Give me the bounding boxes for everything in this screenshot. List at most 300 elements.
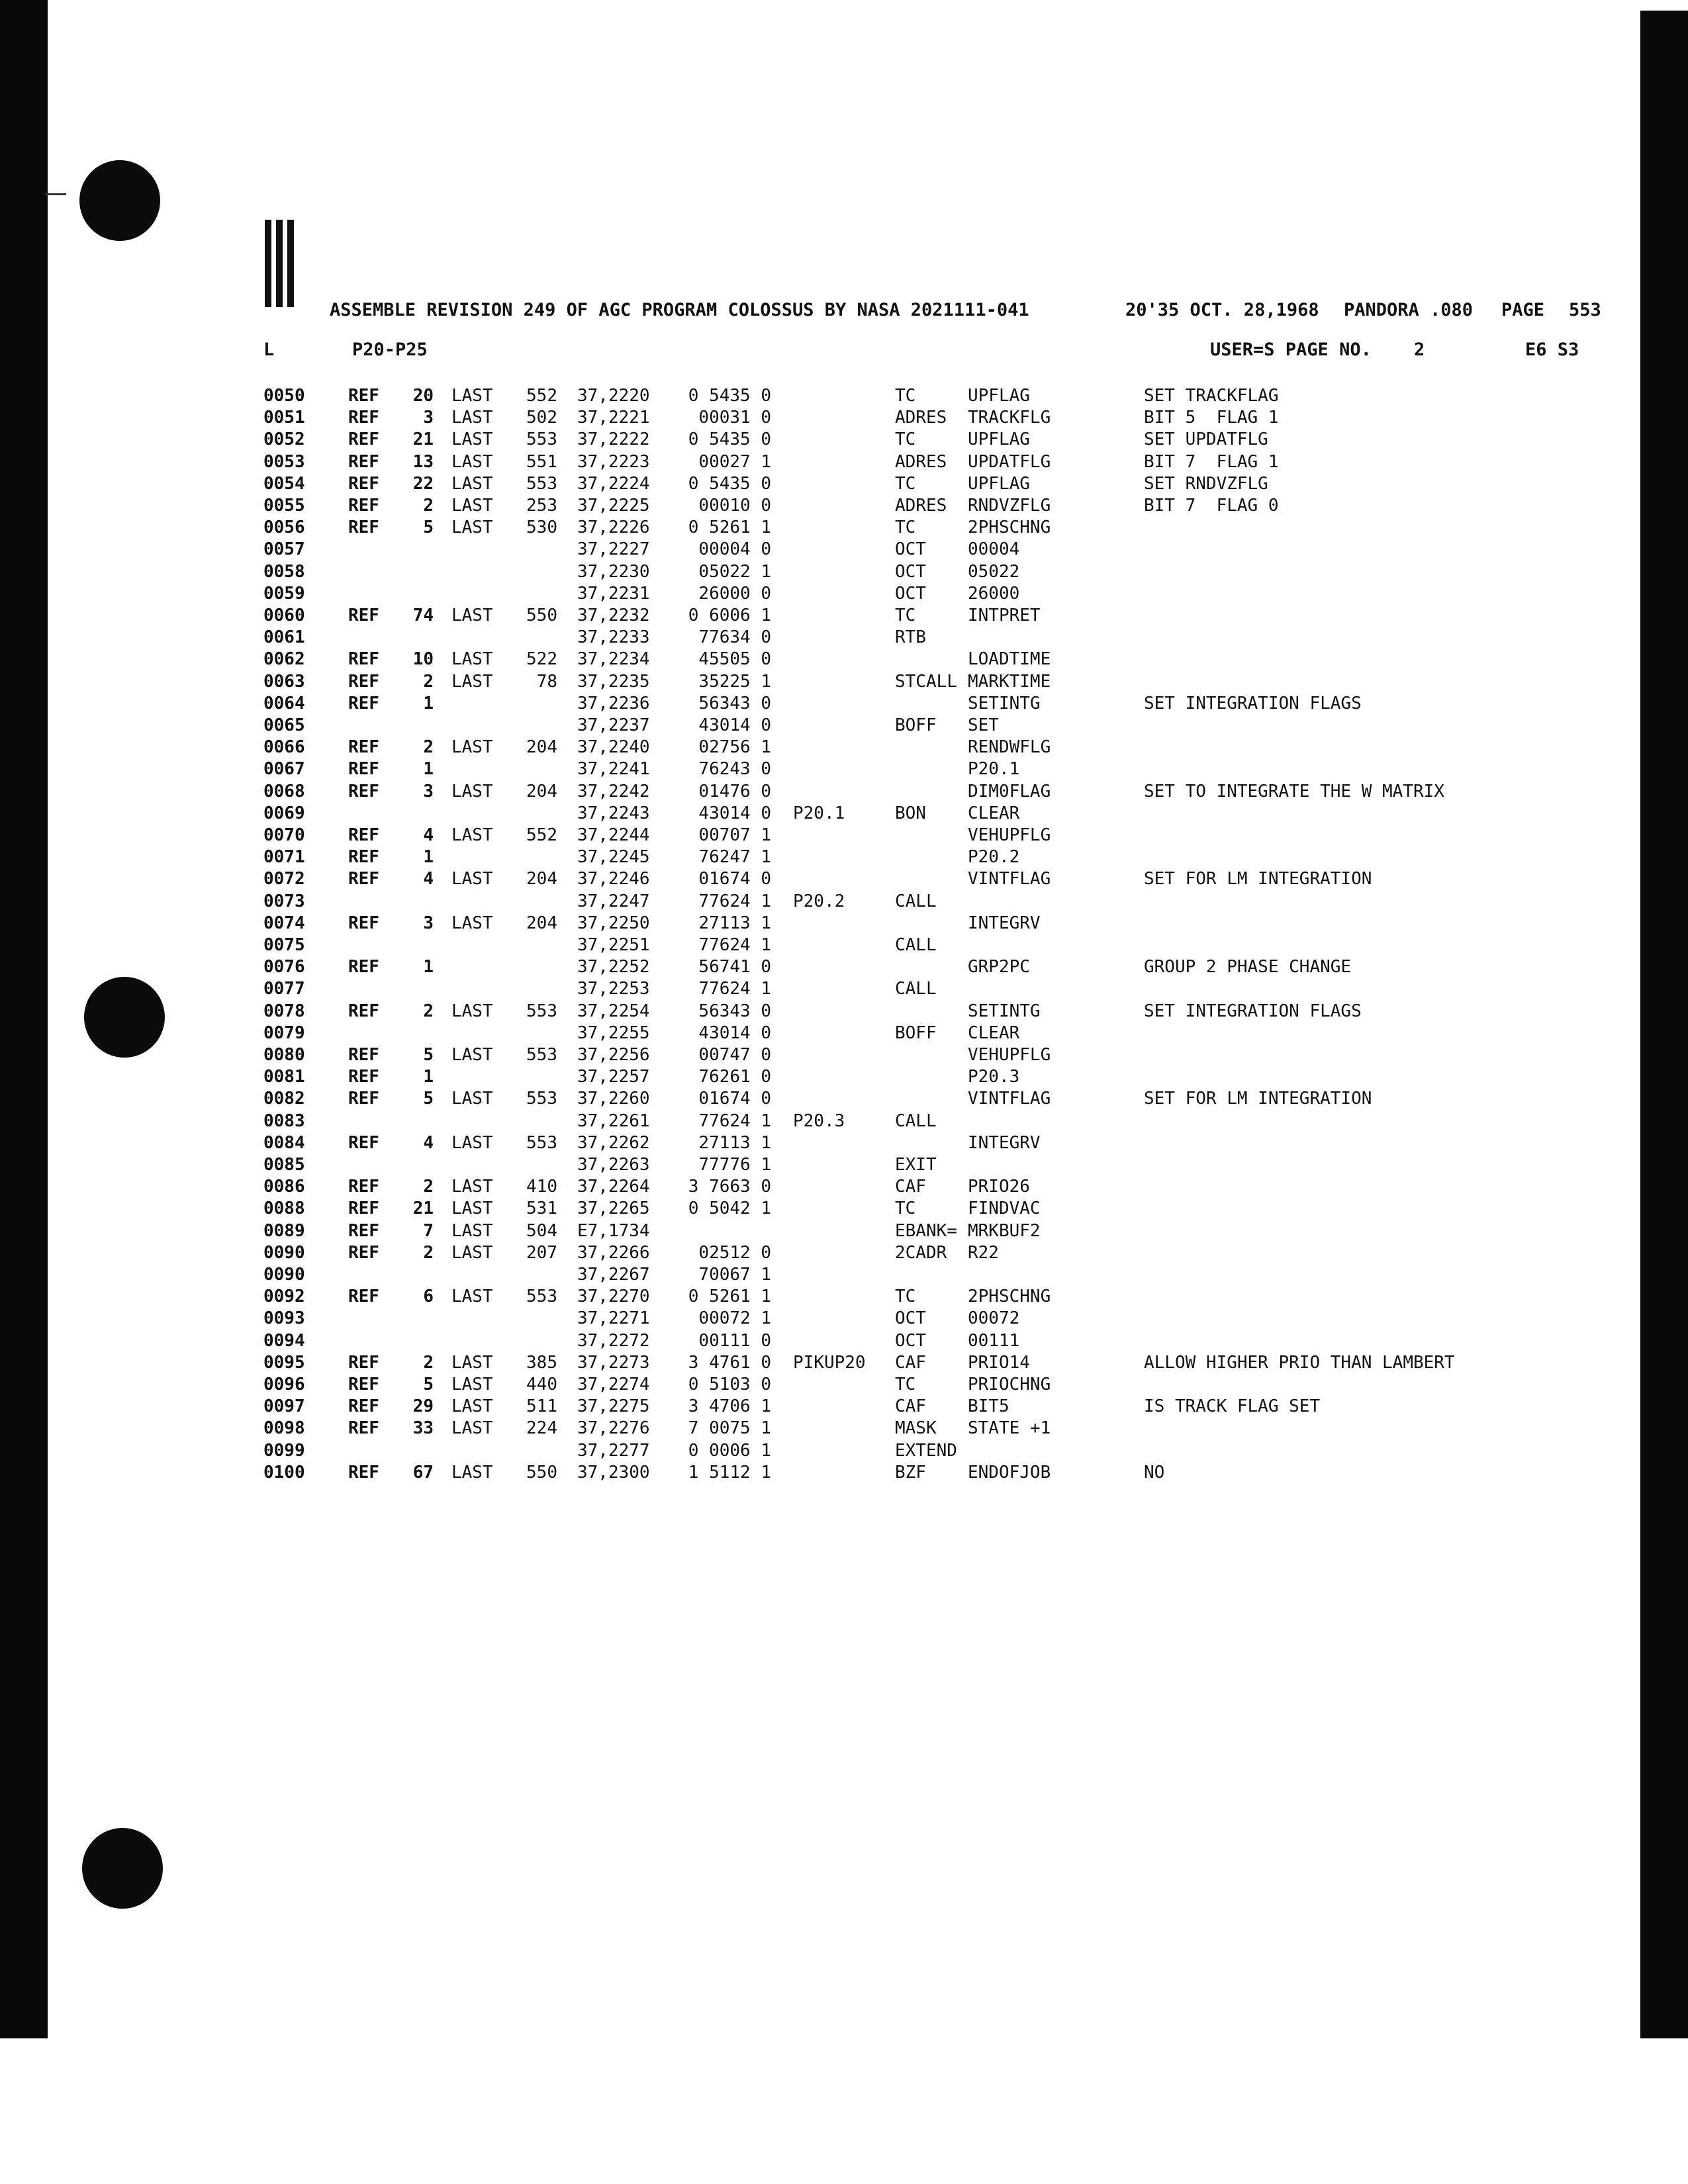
operand: UPDATFLG [968,452,1051,472]
ref-marker: REF [348,869,379,889]
opcode: OCT [895,584,926,604]
ref-marker: REF [348,1001,379,1021]
operand: BIT5 [968,1396,1009,1416]
opcode: TC [895,474,916,494]
listing-row [0,1352,1688,1373]
line-number: 0092 [263,1287,305,1306]
last-page: 553 [526,1287,557,1306]
last-marker: LAST [451,1177,493,1197]
octal-word: 01674 0 [698,1089,771,1109]
operand: P20.1 [968,759,1020,779]
ref-count: 10 [412,649,434,669]
ref-marker: REF [348,1287,379,1306]
octal-word: 00031 0 [698,408,771,428]
address: 37,2273 [577,1353,650,1373]
octal-word: 43014 0 [698,1023,771,1043]
ref-marker: REF [348,430,379,449]
ref-marker: REF [348,1199,379,1218]
last-marker: LAST [451,737,493,757]
last-page: 550 [526,1463,557,1482]
ref-marker: REF [348,1133,379,1153]
line-number: 0054 [263,474,305,494]
last-page: 207 [526,1243,557,1263]
ref-marker: REF [348,408,379,428]
ref-count: 4 [423,825,434,845]
comment: BIT 7 FLAG 1 [1144,452,1279,472]
opcode: TC [895,1375,916,1394]
opcode: CAF [895,1177,926,1197]
comment: BIT 5 FLAG 1 [1144,408,1279,428]
operand: DIM0FLAG [968,782,1051,801]
line-number: 0081 [263,1067,305,1087]
line-number: 0075 [263,935,305,955]
ref-marker: REF [348,1375,379,1394]
line-number: 0089 [263,1221,305,1241]
listing-row [0,1132,1688,1154]
octal-word: 27113 1 [698,1133,771,1153]
section-tag: E6 S3 [1525,340,1579,360]
opcode: CALL [895,935,937,955]
operand: UPFLAG [968,386,1030,406]
last-page: 410 [526,1177,557,1197]
last-marker: LAST [451,1463,493,1482]
last-page: 204 [526,913,557,933]
octal-word: 0 5261 1 [688,518,771,537]
header-title: ASSEMBLE REVISION 249 OF AGC PROGRAM COLOSSUS BY NASA 2021111-041 [330,300,1029,320]
ref-marker: REF [348,957,379,977]
octal-word: 56343 0 [698,1001,771,1021]
address: E7,1734 [577,1221,650,1241]
comment: SET INTEGRATION FLAGS [1144,694,1362,713]
octal-word: 0 5435 0 [688,430,771,449]
octal-word: 27113 1 [698,913,771,933]
opcode: MASK [895,1418,937,1438]
listing-row [0,846,1688,868]
address: 37,2260 [577,1089,650,1109]
address: 37,2271 [577,1308,650,1328]
octal-word: 3 7663 0 [688,1177,771,1197]
ref-marker: REF [348,782,379,801]
address: 37,2234 [577,649,650,669]
binder-hole-top [79,160,160,241]
last-page: 204 [526,869,557,889]
address: 37,2237 [577,715,650,735]
listing-row [0,737,1688,758]
line-number: 0063 [263,672,305,692]
line-number: 0068 [263,782,305,801]
listing-row [0,1044,1688,1066]
octal-word: 77624 1 [698,1111,771,1131]
address: 37,2224 [577,474,650,494]
octal-word: 0 0006 1 [688,1441,771,1461]
ref-count: 5 [423,518,434,537]
opcode: CALL [895,1111,937,1131]
opcode: BOFF [895,715,937,735]
last-page: 553 [526,1089,557,1109]
comment: SET FOR LM INTEGRATION [1144,869,1372,889]
operand: INTEGRV [968,1133,1041,1153]
comment: SET TRACKFLAG [1144,386,1279,406]
last-page: 550 [526,606,557,625]
address: 37,2264 [577,1177,650,1197]
listing-row [0,1220,1688,1242]
listing-row [0,913,1688,934]
opcode: EBANK= [895,1221,957,1241]
last-marker: LAST [451,474,493,494]
opcode: ADRES [895,452,947,472]
listing-row [0,1066,1688,1087]
address: 37,2263 [577,1155,650,1175]
last-page: 551 [526,452,557,472]
listing-row [0,561,1688,582]
line-number: 0061 [263,627,305,647]
operand: R22 [968,1243,999,1263]
octal-word: 02512 0 [698,1243,771,1263]
opcode: TC [895,1287,916,1306]
operand: 2PHSCHNG [968,1287,1051,1306]
listing-row [0,407,1688,428]
users-page-number: 2 [1414,340,1425,360]
address: 37,2245 [577,847,650,867]
last-marker: LAST [451,1221,493,1241]
octal-word: 0 5042 1 [688,1199,771,1218]
listing-row [0,671,1688,692]
last-page: 385 [526,1353,557,1373]
address: 37,2275 [577,1396,650,1416]
last-marker: LAST [451,1375,493,1394]
line-number: 0058 [263,562,305,582]
last-marker: LAST [451,386,493,406]
margin-tick-mark [45,193,66,195]
ref-count: 29 [412,1396,434,1416]
last-page: 553 [526,474,557,494]
code-label: PIKUP20 [793,1353,866,1373]
line-number: 0053 [263,452,305,472]
ref-count: 2 [423,672,434,692]
line-number: 0059 [263,584,305,604]
listing-row [0,1462,1688,1483]
operand: LOADTIME [968,649,1051,669]
listing-row [0,1242,1688,1263]
comment: SET INTEGRATION FLAGS [1144,1001,1362,1021]
opcode: TC [895,386,916,406]
address: 37,2254 [577,1001,650,1021]
last-page: 552 [526,825,557,845]
octal-word: 26000 0 [698,584,771,604]
line-number: 0071 [263,847,305,867]
operand: INTEGRV [968,913,1041,933]
octal-word: 1 5112 1 [688,1463,771,1482]
operand: 05022 [968,562,1020,582]
last-marker: LAST [451,1243,493,1263]
last-page: 253 [526,496,557,516]
listing-row [0,693,1688,714]
listing-row [0,1264,1688,1285]
operand: P20.3 [968,1067,1020,1087]
address: 37,2267 [577,1265,650,1285]
opcode: ADRES [895,408,947,428]
octal-word: 00072 1 [698,1308,771,1328]
listing-row [0,978,1688,999]
line-number: 0073 [263,891,305,911]
last-page: 78 [536,672,557,692]
listing-row [0,605,1688,626]
last-marker: LAST [451,913,493,933]
octal-word: 02756 1 [698,737,771,757]
last-marker: LAST [451,496,493,516]
line-number: 0066 [263,737,305,757]
header-page-number: 553 [1569,300,1601,320]
ref-count: 2 [423,1353,434,1373]
opcode: CAF [895,1396,926,1416]
operand: UPFLAG [968,474,1030,494]
listing-row [0,583,1688,604]
address: 37,2226 [577,518,650,537]
ref-count: 1 [423,694,434,713]
ref-count: 4 [423,1133,434,1153]
octal-word: 76247 1 [698,847,771,867]
opcode: ADRES [895,496,947,516]
ref-count: 5 [423,1045,434,1065]
ref-marker: REF [348,386,379,406]
ref-count: 13 [412,452,434,472]
operand: RNDVZFLG [968,496,1051,516]
line-number: 0080 [263,1045,305,1065]
listing-row [0,429,1688,450]
line-number: 0097 [263,1396,305,1416]
operand: GRP2PC [968,957,1030,977]
address: 37,2220 [577,386,650,406]
line-number: 0050 [263,386,305,406]
address: 37,2225 [577,496,650,516]
octal-word: 0 5261 1 [688,1287,771,1306]
comment: IS TRACK FLAG SET [1144,1396,1321,1416]
binder-hole-bottom [82,1828,163,1909]
last-page: 440 [526,1375,557,1394]
listing-row [0,781,1688,802]
comment: GROUP 2 PHASE CHANGE [1144,957,1352,977]
address: 37,2235 [577,672,650,692]
header-datetime: 20'35 OCT. 28,1968 [1125,300,1319,320]
operand: PRIO14 [968,1353,1030,1373]
code-label: P20.3 [793,1111,845,1131]
address: 37,2250 [577,913,650,933]
listing-row [0,891,1688,912]
octal-word: 77624 1 [698,891,771,911]
ref-marker: REF [348,1045,379,1065]
octal-word: 00111 0 [698,1331,771,1351]
listing-row [0,758,1688,780]
ref-marker: REF [348,847,379,867]
octal-word: 35225 1 [698,672,771,692]
operand: VINTFLAG [968,869,1051,889]
ref-count: 3 [423,782,434,801]
operand: STATE +1 [968,1418,1051,1438]
operand: 00111 [968,1331,1020,1351]
code-label: P20.1 [793,803,845,823]
address: 37,2241 [577,759,650,779]
octal-word: 45505 0 [698,649,771,669]
operand: SET [968,715,999,735]
address: 37,2266 [577,1243,650,1263]
header-machine: PANDORA .080 [1344,300,1474,320]
ref-count: 21 [412,1199,434,1218]
section-title: P20-P25 [352,340,428,360]
line-number: 0070 [263,825,305,845]
line-number: 0088 [263,1199,305,1218]
address: 37,2272 [577,1331,650,1351]
address: 37,2244 [577,825,650,845]
last-marker: LAST [451,408,493,428]
listing-row [0,1308,1688,1329]
address: 37,2246 [577,869,650,889]
address: 37,2232 [577,606,650,625]
line-number: 0096 [263,1375,305,1394]
ref-marker: REF [348,694,379,713]
listing-marker: L [263,340,275,360]
last-page: 531 [526,1199,557,1218]
octal-word: 77624 1 [698,979,771,999]
listing-row [0,473,1688,494]
listing-row [0,1286,1688,1307]
octal-word: 70067 1 [698,1265,771,1285]
octal-word: 7 0075 1 [688,1418,771,1438]
listing-row [0,495,1688,516]
address: 37,2276 [577,1418,650,1438]
octal-word: 00004 0 [698,539,771,559]
ref-marker: REF [348,913,379,933]
last-page: 504 [526,1221,557,1241]
ref-marker: REF [348,1177,379,1197]
address: 37,2227 [577,539,650,559]
ref-marker: REF [348,1243,379,1263]
line-number: 0069 [263,803,305,823]
listing-row [0,1111,1688,1132]
comment: ALLOW HIGHER PRIO THAN LAMBERT [1144,1353,1455,1373]
operand: 26000 [968,584,1020,604]
ref-count: 2 [423,1177,434,1197]
ref-count: 33 [412,1418,434,1438]
octal-word: 43014 0 [698,715,771,735]
line-number: 0067 [263,759,305,779]
last-page: 553 [526,430,557,449]
line-number: 0051 [263,408,305,428]
opcode: STCALL [895,672,957,692]
operand: VINTFLAG [968,1089,1051,1109]
operand: 00004 [968,539,1020,559]
ref-marker: REF [348,737,379,757]
ref-count: 6 [423,1287,434,1306]
comment: SET FOR LM INTEGRATION [1144,1089,1372,1109]
line-number: 0086 [263,1177,305,1197]
last-marker: LAST [451,452,493,472]
line-number: 0093 [263,1308,305,1328]
listing-row [0,934,1688,956]
line-number: 0076 [263,957,305,977]
ref-count: 7 [423,1221,434,1241]
listing-row [0,451,1688,473]
listing-row [0,627,1688,648]
comment: SET TO INTEGRATE THE W MATRIX [1144,782,1444,801]
last-marker: LAST [451,782,493,801]
octal-word: 77634 0 [698,627,771,647]
last-marker: LAST [451,430,493,449]
listing-row [0,1418,1688,1439]
listing-row [0,715,1688,736]
address: 37,2231 [577,584,650,604]
listing-row [0,1330,1688,1351]
last-page: 204 [526,782,557,801]
operand: TRACKFLG [968,408,1051,428]
address: 37,2247 [577,891,650,911]
ref-count: 20 [412,386,434,406]
last-marker: LAST [451,1353,493,1373]
octal-word: 76243 0 [698,759,771,779]
opcode: BON [895,803,926,823]
last-marker: LAST [451,649,493,669]
address: 37,2236 [577,694,650,713]
ref-count: 22 [412,474,434,494]
opcode: CAF [895,1353,926,1373]
last-page: 204 [526,737,557,757]
last-page: 552 [526,386,557,406]
listing-row [0,825,1688,846]
octal-word: 00027 1 [698,452,771,472]
address: 37,2252 [577,957,650,977]
last-marker: LAST [451,1133,493,1153]
address: 37,2262 [577,1133,650,1153]
octal-word: 3 4761 0 [688,1353,771,1373]
header-page-label: PAGE [1501,300,1545,320]
address: 37,2253 [577,979,650,999]
listing-row [0,1001,1688,1022]
users-page-label: USER=S PAGE NO. [1210,340,1372,360]
line-number: 0084 [263,1133,305,1153]
octal-word: 01476 0 [698,782,771,801]
opcode: BZF [895,1463,926,1482]
line-number: 0057 [263,539,305,559]
opcode: TC [895,518,916,537]
listing-row [0,1088,1688,1109]
last-page: 511 [526,1396,557,1416]
last-marker: LAST [451,1199,493,1218]
ref-marker: REF [348,1396,379,1416]
opcode: OCT [895,562,926,582]
operand: MRKBUF2 [968,1221,1041,1241]
last-marker: LAST [451,1418,493,1438]
octal-word: 05022 1 [698,562,771,582]
line-number: 0055 [263,496,305,516]
ref-marker: REF [348,518,379,537]
line-number: 0100 [263,1463,305,1482]
ref-count: 74 [412,606,434,625]
listing-row [0,1198,1688,1219]
operand: UPFLAG [968,430,1030,449]
listing-row [0,868,1688,889]
address: 37,2255 [577,1023,650,1043]
octal-word: 01674 0 [698,869,771,889]
last-marker: LAST [451,672,493,692]
ref-marker: REF [348,759,379,779]
opcode: BOFF [895,1023,937,1043]
address: 37,2223 [577,452,650,472]
octal-word: 77776 1 [698,1155,771,1175]
last-marker: LAST [451,606,493,625]
listing-row [0,649,1688,670]
operand: MARKTIME [968,672,1051,692]
line-number: 0094 [263,1331,305,1351]
ref-count: 3 [423,408,434,428]
